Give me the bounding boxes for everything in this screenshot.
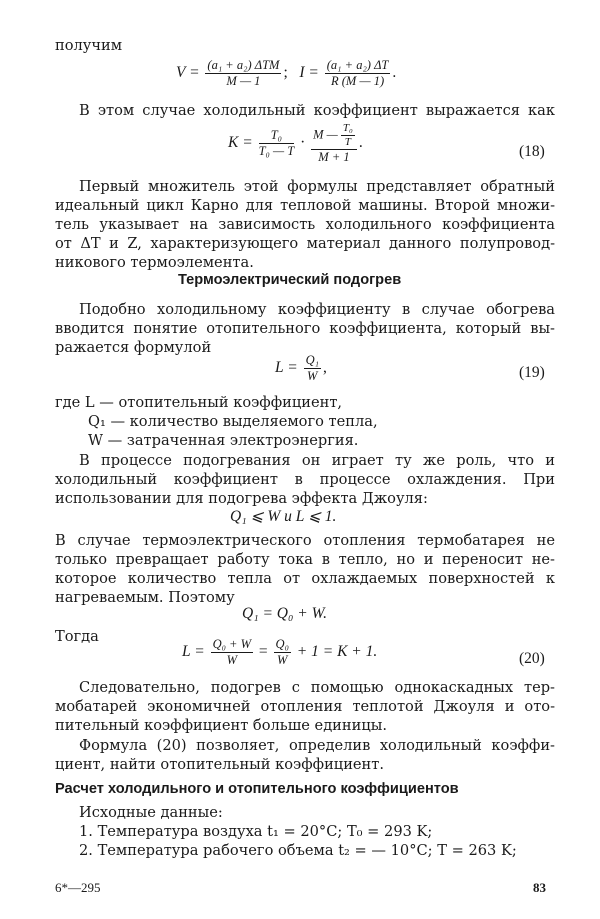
text-line: В случае термоэлектрического отопления термобатарея не [55,532,555,549]
text-line: Следовательно, подогрев с помощью однокаскадных тер- [79,679,555,696]
text-line: Q₁ — количество выделяемого тепла, [88,413,378,430]
text-line: холодильный коэффициент в процессе охлаждения. При [55,471,555,488]
text-line: мобатарей экономичней отопления теплотой Джоуля и ото- [55,698,555,715]
equation-number: (18) [519,143,545,160]
formula-joule: Q₁ ⩽ W и L ⩽ 1. [230,508,337,525]
page-number: 83 [533,880,546,895]
equation-number: (19) [519,364,545,381]
text-line: использовании для подогрева эффекта Джоуля: [55,490,428,507]
text-line: В процессе подогревания он играет ту же роль, что и [79,452,555,469]
text-line: Тогда [55,628,99,645]
list-item: 2. Температура рабочего объема t₂ = — 10°С; T = 263 K; [79,842,517,859]
formula-v-i: V = $\frac{\text{(a₁ + a₂) ΔTM}}{M — 1}$ ; I = $\frac{\text{(a₁ + a₂) ΔT}}{R (M — 1)}$ . [176,58,397,88]
text-line: только превращает работу тока в тепло, но и переносит не- [55,551,555,568]
text-line: пительный коэффициент больше единицы. [55,717,388,734]
text-line: нагреваемым. Поэтому [55,589,235,606]
formula-q1: Q₁ = Q₀ + W. [242,605,327,622]
text-line: вводится понятие отопительного коэффициента, который вы- [55,320,555,337]
text-line: где L — отопительный коэффициент, [55,394,343,411]
list-item: 1. Температура воздуха t₁ = 20°С; T₀ = 293 K; [79,823,433,840]
section-heading: Термоэлектрический подогрев [178,272,402,288]
text-line: Первый множитель этой формулы представляет обратный [79,178,555,195]
text-line: идеальный цикл Карно для тепловой машины. Второй множи- [55,197,555,214]
equation-number: (20) [519,650,545,667]
text-line: от ΔT и Z, характеризующего материал данного полупровод- [55,235,555,252]
text-line: W — затраченная электроэнергия. [88,432,359,449]
text-line: ражается формулой [55,339,212,356]
formula-19: L = $\frac{\text{Q₁}}{W}$ , [275,353,327,383]
text-line: циент, найти отопительный коэффициент. [55,756,384,773]
text-line: Подобно холодильному коэффициенту в случае обогрева [79,301,555,318]
text-line: никового термоэлемента. [55,254,254,271]
text-line: Исходные данные: [79,804,223,821]
section-heading: Расчет холодильного и отопительного коэффициентов [55,781,459,797]
text-line: В этом случае холодильный коэффициент выражается как [79,102,555,119]
formula-20: L = $\frac{\text{Q₀ + W}}{W}$ = $\frac{\text{Q₀}}{W}$ + 1 = K + 1. [182,637,378,667]
text-line: которое количество тепла от охлаждаемых поверхностей к [55,570,555,587]
printer-signature: 6*—295 [55,880,101,895]
text-line: Формула (20) позволяет, определив холодильный коэффи- [79,737,555,754]
formula-18: K = $\frac{\text{T₀}}{\text{T₀ — T}}$ · M — $\frac{\text{T₀}}{T}$ M + 1 . [228,122,363,164]
text-line: тель указывает на зависимость холодильного коэффициента [55,216,555,233]
text-line: получим [55,37,123,54]
